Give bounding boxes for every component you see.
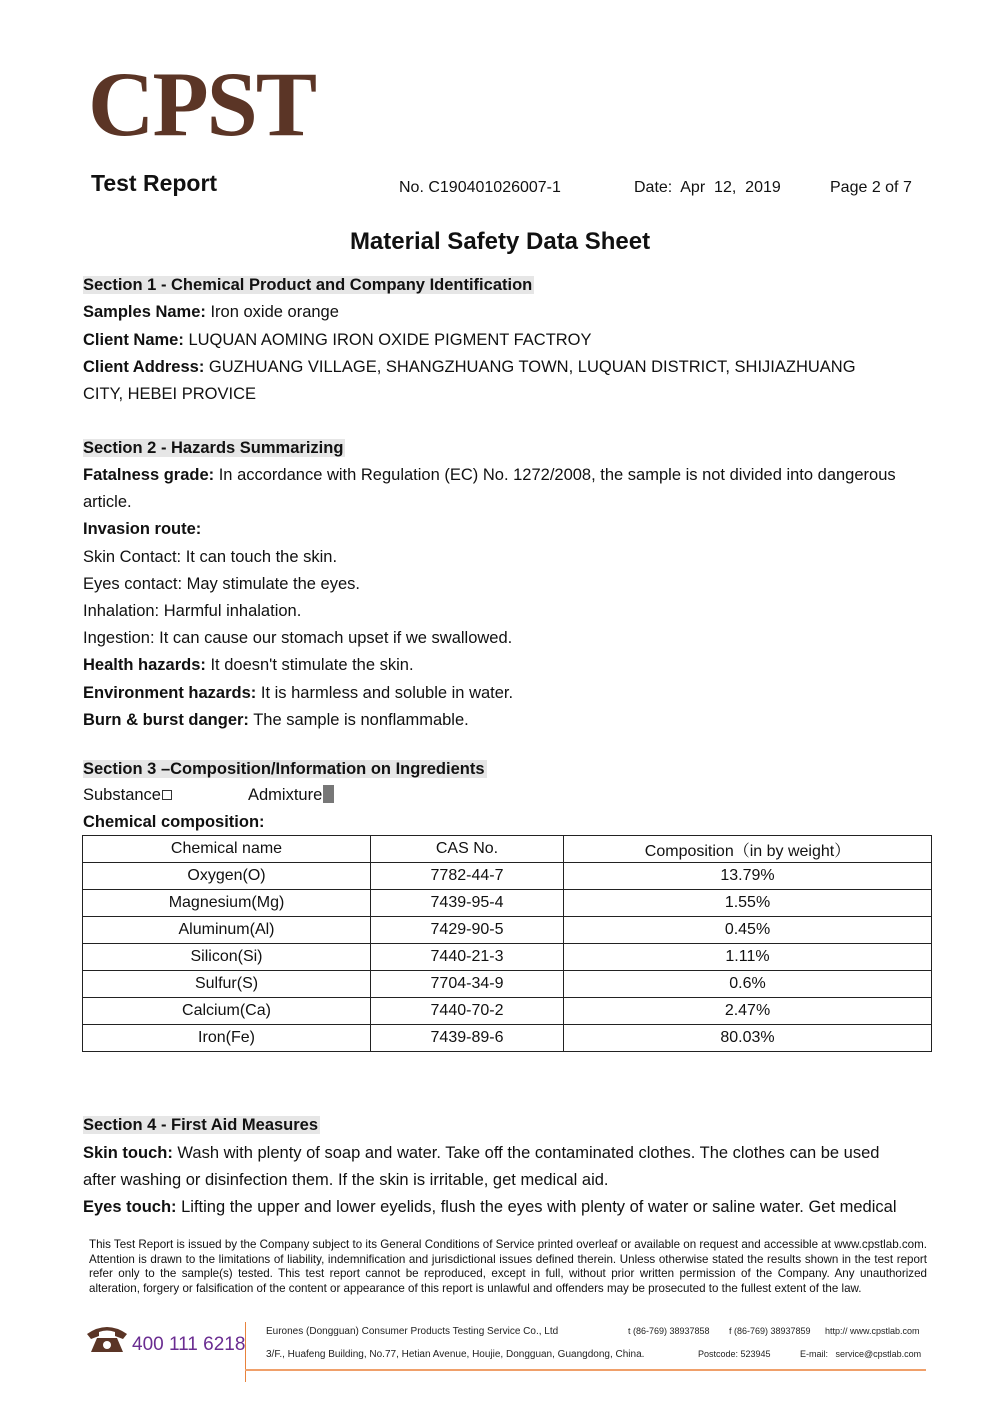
section3-heading: Section 3 –Composition/Information on Ingredients [83,760,485,778]
admixture-checkbox [323,785,334,803]
burn-burst-danger: Burn & burst danger: The sample is nonflammable. [83,711,469,729]
header-chemical-name: Chemical name [83,836,371,863]
ingestion: Ingestion: It can cause our stomach upset if we swallowed. [83,629,513,647]
inhalation: Inhalation: Harmful inhalation. [83,602,302,620]
header-composition: Composition（in by weight） [564,836,932,863]
fatalness-grade: Fatalness grade: In accordance with Regulation (EC) No. 1272/2008, the sample is not divided into dangerous [83,466,896,484]
skin-touch: Skin touch: Wash with plenty of soap and water. Take off the contaminated clothes. The clothes can be used [83,1144,880,1162]
table-row [83,890,932,917]
cell: Oxygen(O) [83,863,371,890]
cell: 1.55% [564,890,932,917]
section1-heading: Section 1 - Chemical Product and Company Identification [83,276,533,294]
cell: 7440-70-2 [371,998,564,1025]
client-address: Client Address: GUZHUANG VILLAGE, SHANGZHUANG TOWN, LUQUAN DISTRICT, SHIJIAZHUANG [83,358,856,376]
cell: 0.45% [564,917,932,944]
substance-checkbox [162,790,172,800]
cell: Aluminum(Al) [83,917,371,944]
admixture-option: Admixture [248,782,334,809]
cell: 7704-34-9 [371,971,564,998]
table-row [83,917,932,944]
section2-heading: Section 2 - Hazards Summarizing [83,439,344,457]
table-row [83,1025,932,1052]
cell: 1.11% [564,944,932,971]
cell: 7439-89-6 [371,1025,564,1052]
fax: f (86-769) 38937859 [729,1326,811,1336]
cell: 7429-90-5 [371,917,564,944]
invasion-route-label: Invasion route: [83,520,202,538]
cell: 7440-21-3 [371,944,564,971]
cell: Silicon(Si) [83,944,371,971]
eyes-contact: Eyes contact: May stimulate the eyes. [83,575,360,593]
health-hazards: Health hazards: It doesn't stimulate the skin. [83,656,414,674]
table-row [83,998,932,1025]
samples-name: Samples Name: Iron oxide orange [83,303,339,321]
postcode: Postcode: 523945 [698,1349,771,1359]
report-date: Date: Apr 12, 2019 [634,179,781,196]
company-address: 3/F., Huafeng Building, No.77, Hetian Avenue, Houjie, Dongguan, Guangdong, China. [266,1349,645,1360]
cell: 13.79% [564,863,932,890]
footer-divider [245,1322,246,1382]
telephone-icon [85,1324,129,1354]
cell: Iron(Fe) [83,1025,371,1052]
skin-touch-cont: after washing or disinfection them. If the skin is irritable, get medical aid. [83,1171,609,1189]
phone-number: 400 111 6218 [132,1334,246,1355]
client-name: Client Name: LUQUAN AOMING IRON OXIDE PIGMENT FACTROY [83,331,592,349]
website-link[interactable]: http:// www.cpstlab.com [825,1326,920,1336]
table-header-row [83,836,932,863]
footer-line [245,1369,926,1371]
email-link[interactable]: E-mail: service@cpstlab.com [800,1349,922,1359]
cpst-logo: CPST [88,53,316,155]
table-row [83,944,932,971]
client-address-cont: CITY, HEBEI PROVICE [83,385,256,403]
report-number: No. C190401026007-1 [399,179,561,196]
telephone: t (86-769) 38937858 [628,1326,710,1336]
cell: Sulfur(S) [83,971,371,998]
cell: 7439-95-4 [371,890,564,917]
cell: 0.6% [564,971,932,998]
page-number: Page 2 of 7 [830,179,912,196]
table-row [83,863,932,890]
chemical-composition-label: Chemical composition: [83,813,265,831]
disclaimer: This Test Report is issued by the Company subject to its General Conditions of Service printed overleaf or available on request and accessible at www.cpstlab.com. Attention is drawn to the limitations of liability, indemnification and jurisdictional issues defined therein. Unless otherwise stated the results shown in the test report refer only to the sample(s) tested. This test report cannot be reproduced, except in full, without prior written permission of the Company. Any unauthorized alteration, forgery or falsification of the content or appearance of this report is unlawful and offenders may be prosecuted to the fullest extent of the law. [89,1238,927,1295]
environment-hazards: Environment hazards: It is harmless and soluble in water. [83,684,514,702]
skin-contact: Skin Contact: It can touch the skin. [83,548,338,566]
cell: 80.03% [564,1025,932,1052]
header-cas-no: CAS No. [371,836,564,863]
eyes-touch: Eyes touch: Lifting the upper and lower eyelids, flush the eyes with plenty of water or saline water. Get medical [83,1198,897,1216]
fatalness-grade-cont: article. [83,493,132,511]
cell: Calcium(Ca) [83,998,371,1025]
cell: Magnesium(Mg) [83,890,371,917]
cell: 7782-44-7 [371,863,564,890]
table-row [83,971,932,998]
report-title: Test Report [91,170,218,196]
cell: 2.47% [564,998,932,1025]
section4-heading: Section 4 - First Aid Measures [83,1116,319,1134]
composition-table [82,835,932,1052]
substance-option: Substance [83,782,172,809]
company-name: Eurones (Dongguan) Consumer Products Testing Service Co., Ltd [266,1326,559,1337]
document-title: Material Safety Data Sheet [349,228,651,255]
